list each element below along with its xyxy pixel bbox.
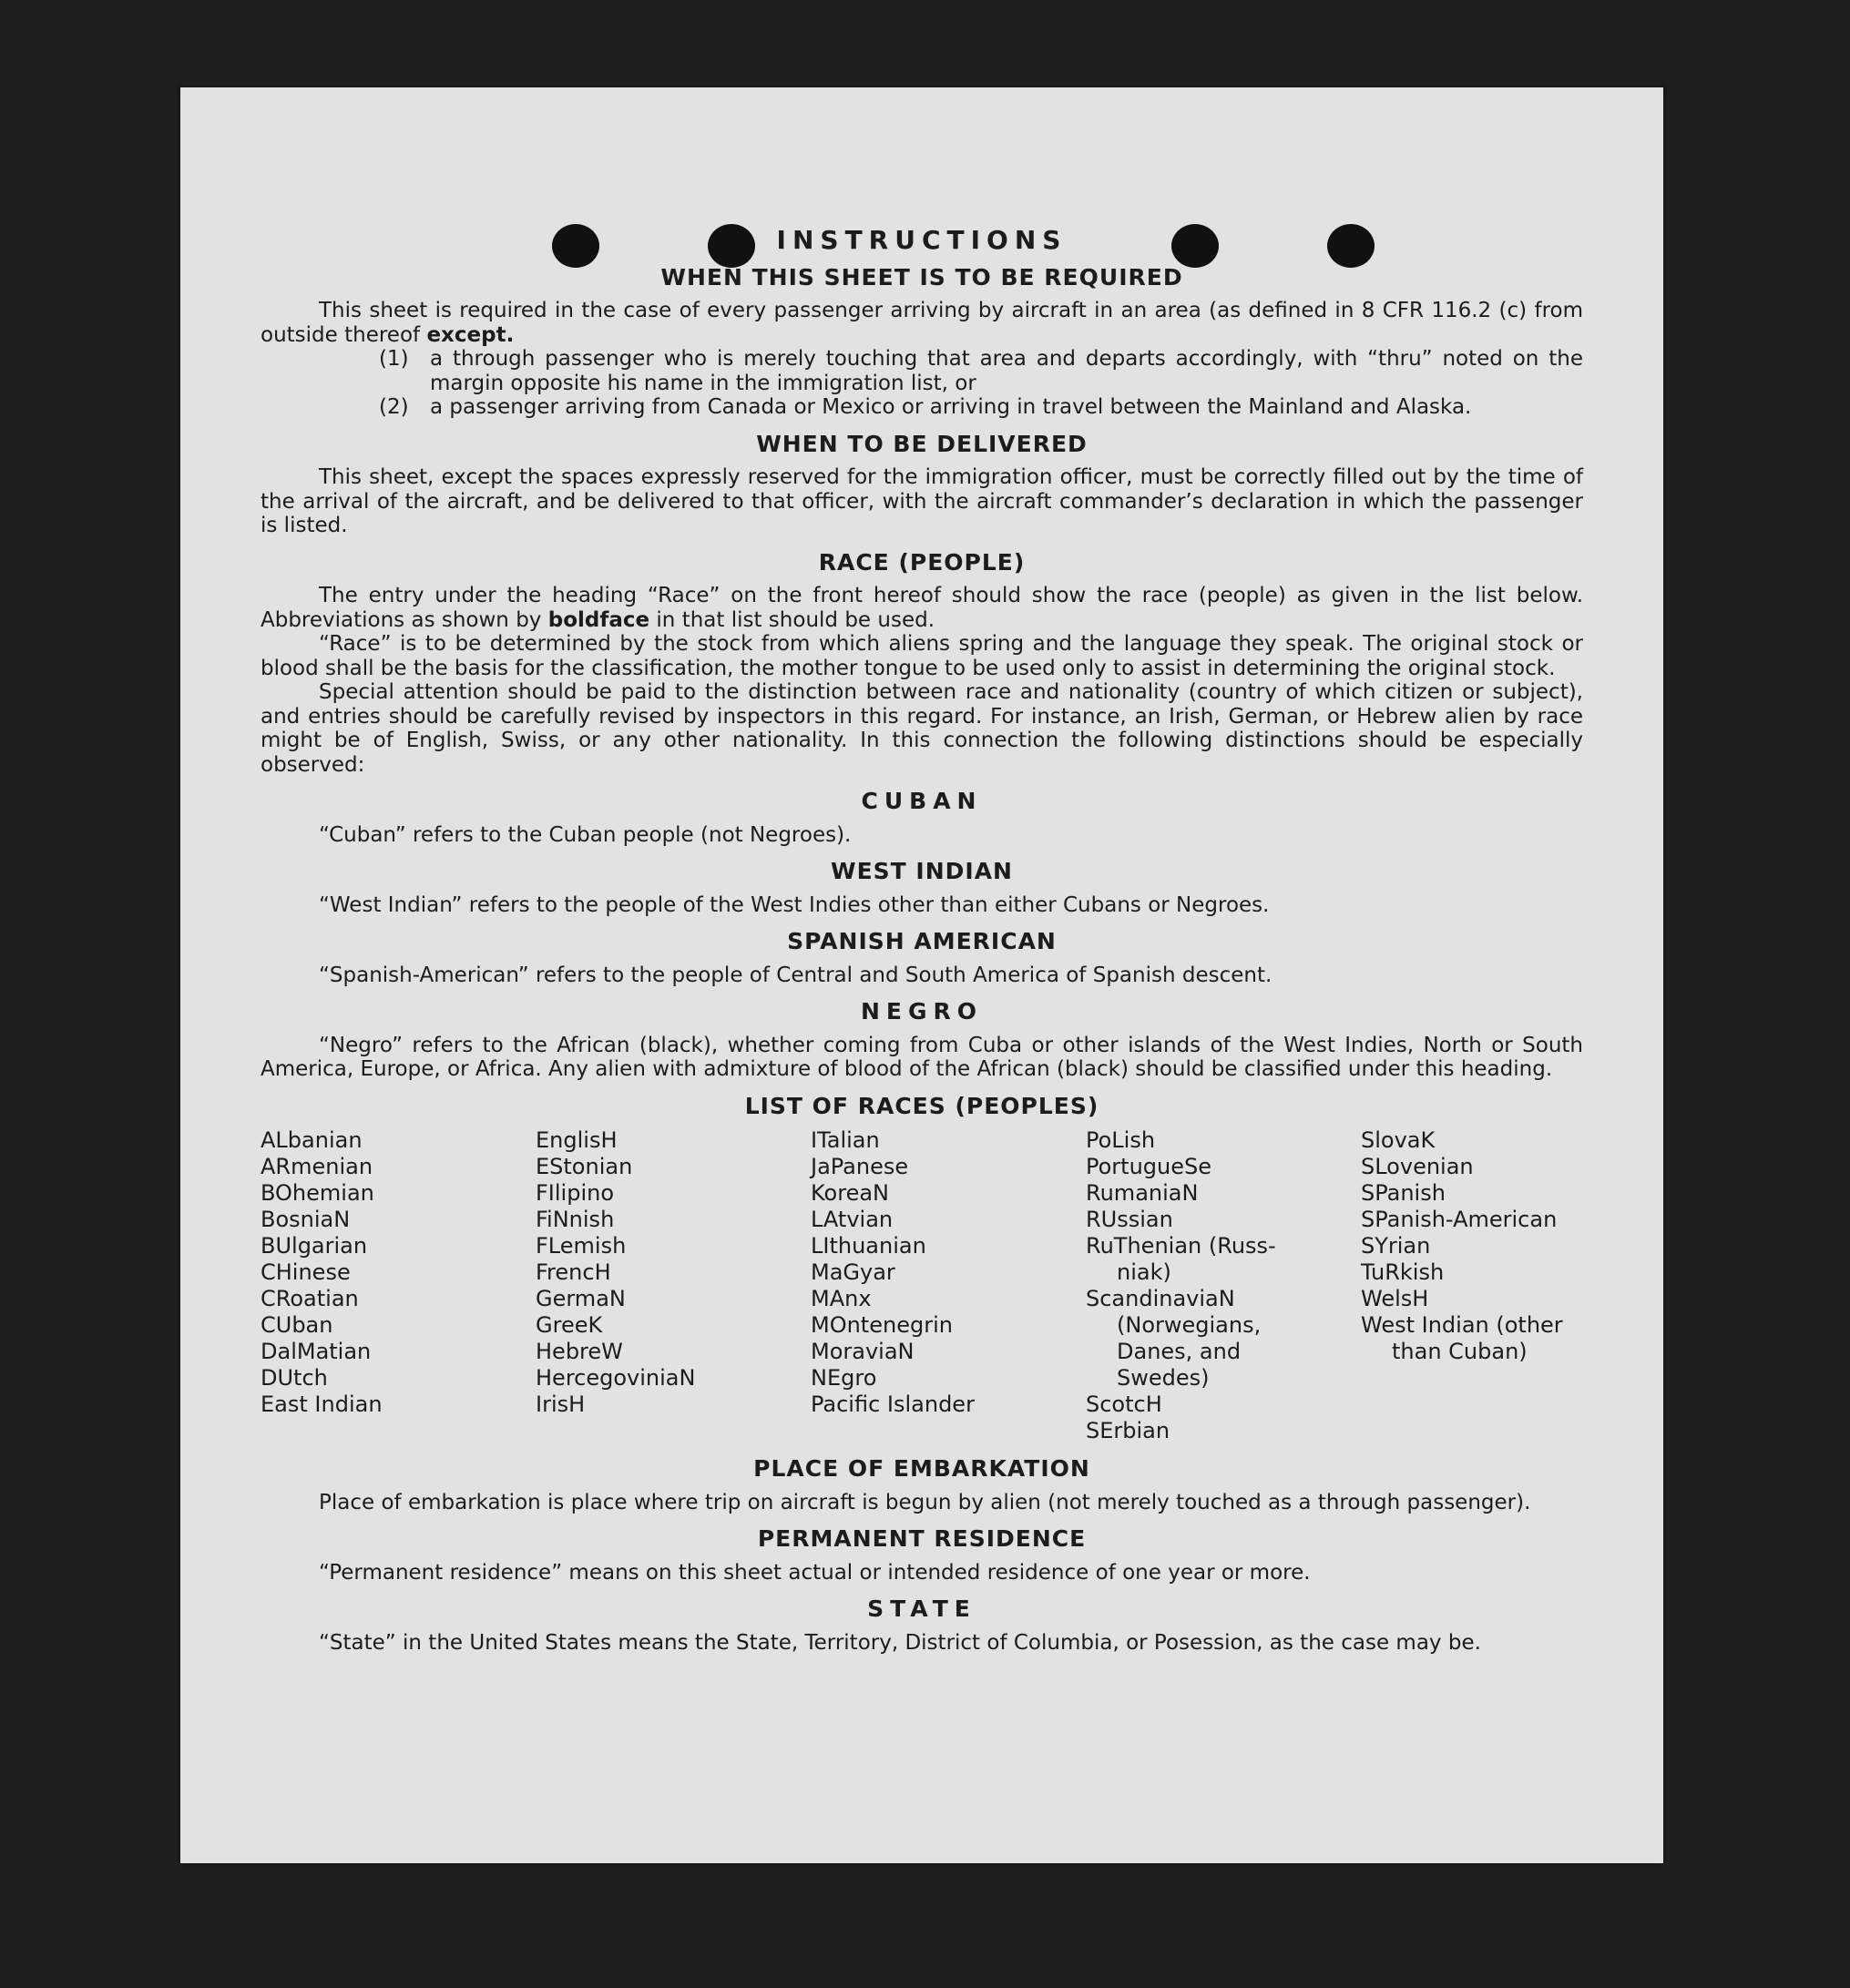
embarkation-text: Place of embarkation is place where trip on aircraft is begun by alien (not merely touched as a through passenger). [319, 1490, 1531, 1514]
race-entry: West Indian (other [1361, 1312, 1563, 1338]
heading-list-of-races: LIST OF RACES (PEOPLES) [744, 1092, 1099, 1119]
race-entry: WelsH [1361, 1286, 1429, 1311]
races-column [261, 1127, 536, 1444]
race-entry: ARmenian [261, 1154, 373, 1179]
heading-permanent-residence: PERMANENT RESIDENCE [757, 1525, 1087, 1552]
race-entry: Danes, and [1117, 1339, 1242, 1364]
races-column [1086, 1127, 1361, 1444]
page-title: INSTRUCTIONS [776, 225, 1068, 255]
race-entry: CRoatian [261, 1286, 359, 1311]
race-entry: MoraviaN [811, 1339, 915, 1364]
race-entry: ITalian [811, 1127, 880, 1153]
heading-cuban: CUBAN [861, 788, 983, 814]
heading-west-indian: WEST INDIAN [831, 858, 1013, 884]
race-entry: FiNnish [536, 1207, 615, 1232]
race-entry: EStonian [536, 1154, 633, 1179]
heading-embarkation: PLACE OF EMBARKATION [753, 1455, 1090, 1482]
required-intro: This sheet is required in the case of every passenger arriving by aircraft in an area (as defined in 8 CFR 116.2 (c) from outside thereof except. [261, 299, 1583, 347]
race-entry: EnglisH [536, 1127, 618, 1153]
race-entry: RuThenian (Russ- [1086, 1233, 1276, 1259]
race-paragraph-2: “Race” is to be determined by the stock from which aliens spring and the language they speak. The original stock or blood shall be the basis for the classification, the mother tongue to be used only to assist in determining the original stock. [261, 632, 1583, 680]
races-column [536, 1127, 811, 1444]
race-entry: PoLish [1086, 1127, 1156, 1153]
race-entry: GermaN [536, 1286, 626, 1311]
race-entry: BOhemian [261, 1180, 374, 1206]
race-entry: NEgro [811, 1365, 877, 1391]
race-entry: MOntenegrin [811, 1312, 953, 1338]
heading-negro: NEGRO [860, 998, 984, 1025]
race-entry: SLovenian [1361, 1154, 1474, 1179]
races-column [811, 1127, 1086, 1444]
race-entry: than Cuban) [1392, 1339, 1528, 1364]
except-bold: except. [426, 322, 515, 347]
cuban-text: “Cuban” refers to the Cuban people (not Negroes). [319, 822, 852, 847]
race-entry: BosniaN [261, 1207, 351, 1232]
race-entry: East Indian [261, 1392, 383, 1417]
spanish-american-text: “Spanish-American” refers to the people of Central and South America of Spanish descent. [319, 963, 1273, 987]
race-entry: HebreW [536, 1339, 623, 1364]
delivered-text: This sheet, except the spaces expressly reserved for the immigration officer, must be correctly filled out by the time of the arrival of the aircraft, and be delivered to that officer, with the aircraft commander’s declaration in which the passenger is listed. [261, 465, 1583, 537]
race-entry: SPanish-American [1361, 1207, 1558, 1232]
race-entry: HercegoviniaN [536, 1365, 696, 1391]
races-column [1361, 1127, 1636, 1444]
race-entry: LIthuanian [811, 1233, 926, 1259]
race-entry: ScandinaviaN [1086, 1286, 1235, 1311]
heading-race: RACE (PEOPLE) [818, 548, 1026, 576]
race-entry: FIlipino [536, 1180, 615, 1206]
race-entry: GreeK [536, 1312, 603, 1338]
race-entry: ALbanian [261, 1127, 363, 1153]
race-entry: FrencH [536, 1259, 611, 1285]
race-entry: MAnx [811, 1286, 872, 1311]
race-entry: RUssian [1086, 1207, 1173, 1232]
west-indian-text: “West Indian” refers to the people of the West Indies other than either Cubans or Negroes. [319, 892, 1270, 917]
race-entry: ScotcH [1086, 1392, 1162, 1417]
race-entry: SlovaK [1361, 1127, 1436, 1153]
race-entry: SPanish [1361, 1180, 1446, 1206]
race-entry: SErbian [1086, 1418, 1170, 1443]
instructions-body [261, 225, 1583, 1655]
race-entry: SYrian [1361, 1233, 1431, 1259]
heading-required: WHEN THIS SHEET IS TO BE REQUIRED [660, 263, 1183, 291]
race-entry: (Norwegians, [1117, 1312, 1262, 1338]
state-text: “State” in the United States means the State, Territory, District of Columbia, or Posession, as the case may be. [319, 1630, 1481, 1655]
race-entry: BUlgarian [261, 1233, 368, 1259]
race-entry: JaPanese [811, 1154, 909, 1179]
race-entry: niak) [1117, 1259, 1171, 1285]
race-paragraph-3: Special attention should be paid to the distinction between race and nationality (country of which citizen or subject), and entries should be carefully revised by inspectors in this regard. For instance, an Irish, German, or Hebrew alien by race might be of English, Swiss, or any other nationality. In this connection the following distinctions should be especially observed: [261, 680, 1583, 777]
residence-text: “Permanent residence” means on this sheet actual or intended residence of one year or more. [319, 1560, 1311, 1585]
race-entry: RumaniaN [1086, 1180, 1199, 1206]
race-entry: DalMatian [261, 1339, 372, 1364]
race-entry: DUtch [261, 1365, 328, 1391]
document-sheet [180, 87, 1663, 1863]
heading-delivered: WHEN TO BE DELIVERED [756, 430, 1088, 457]
race-entry: PortugueSe [1086, 1154, 1211, 1179]
race-entry: LAtvian [811, 1207, 894, 1232]
list-item: (1) a through passenger who is merely touching that area and departs accordingly, with “thru” noted on the margin opposite his name in the immigration list, or [379, 347, 1583, 395]
race-entry: CHinese [261, 1259, 351, 1285]
heading-state: STATE [867, 1595, 976, 1622]
race-entry: Pacific Islander [811, 1392, 975, 1417]
race-entry: KoreaN [811, 1180, 889, 1206]
race-entry: TuRkish [1361, 1259, 1445, 1285]
heading-spanish-american: SPANISH AMERICAN [787, 928, 1057, 954]
negro-text: “Negro” refers to the African (black), whether coming from Cuba or other islands of the West Indies, North or South America, Europe, or Africa. Any alien with admixture of blood of the African (black) should be classified under this heading. [261, 1033, 1583, 1081]
race-entry: Swedes) [1117, 1365, 1210, 1391]
race-paragraph-1: The entry under the heading “Race” on the front hereof should show the race (people) as given in the list below. Abbreviations as shown by boldface in that list should be used. [261, 584, 1583, 632]
race-entry: FLemish [536, 1233, 627, 1259]
race-entry: CUban [261, 1312, 333, 1338]
list-item: (2) a passenger arriving from Canada or Mexico or arriving in travel between the Mainland and Alaska. [379, 395, 1472, 419]
race-entry: MaGyar [811, 1259, 895, 1285]
race-entry: IrisH [536, 1392, 586, 1417]
races-table [261, 1127, 1583, 1444]
